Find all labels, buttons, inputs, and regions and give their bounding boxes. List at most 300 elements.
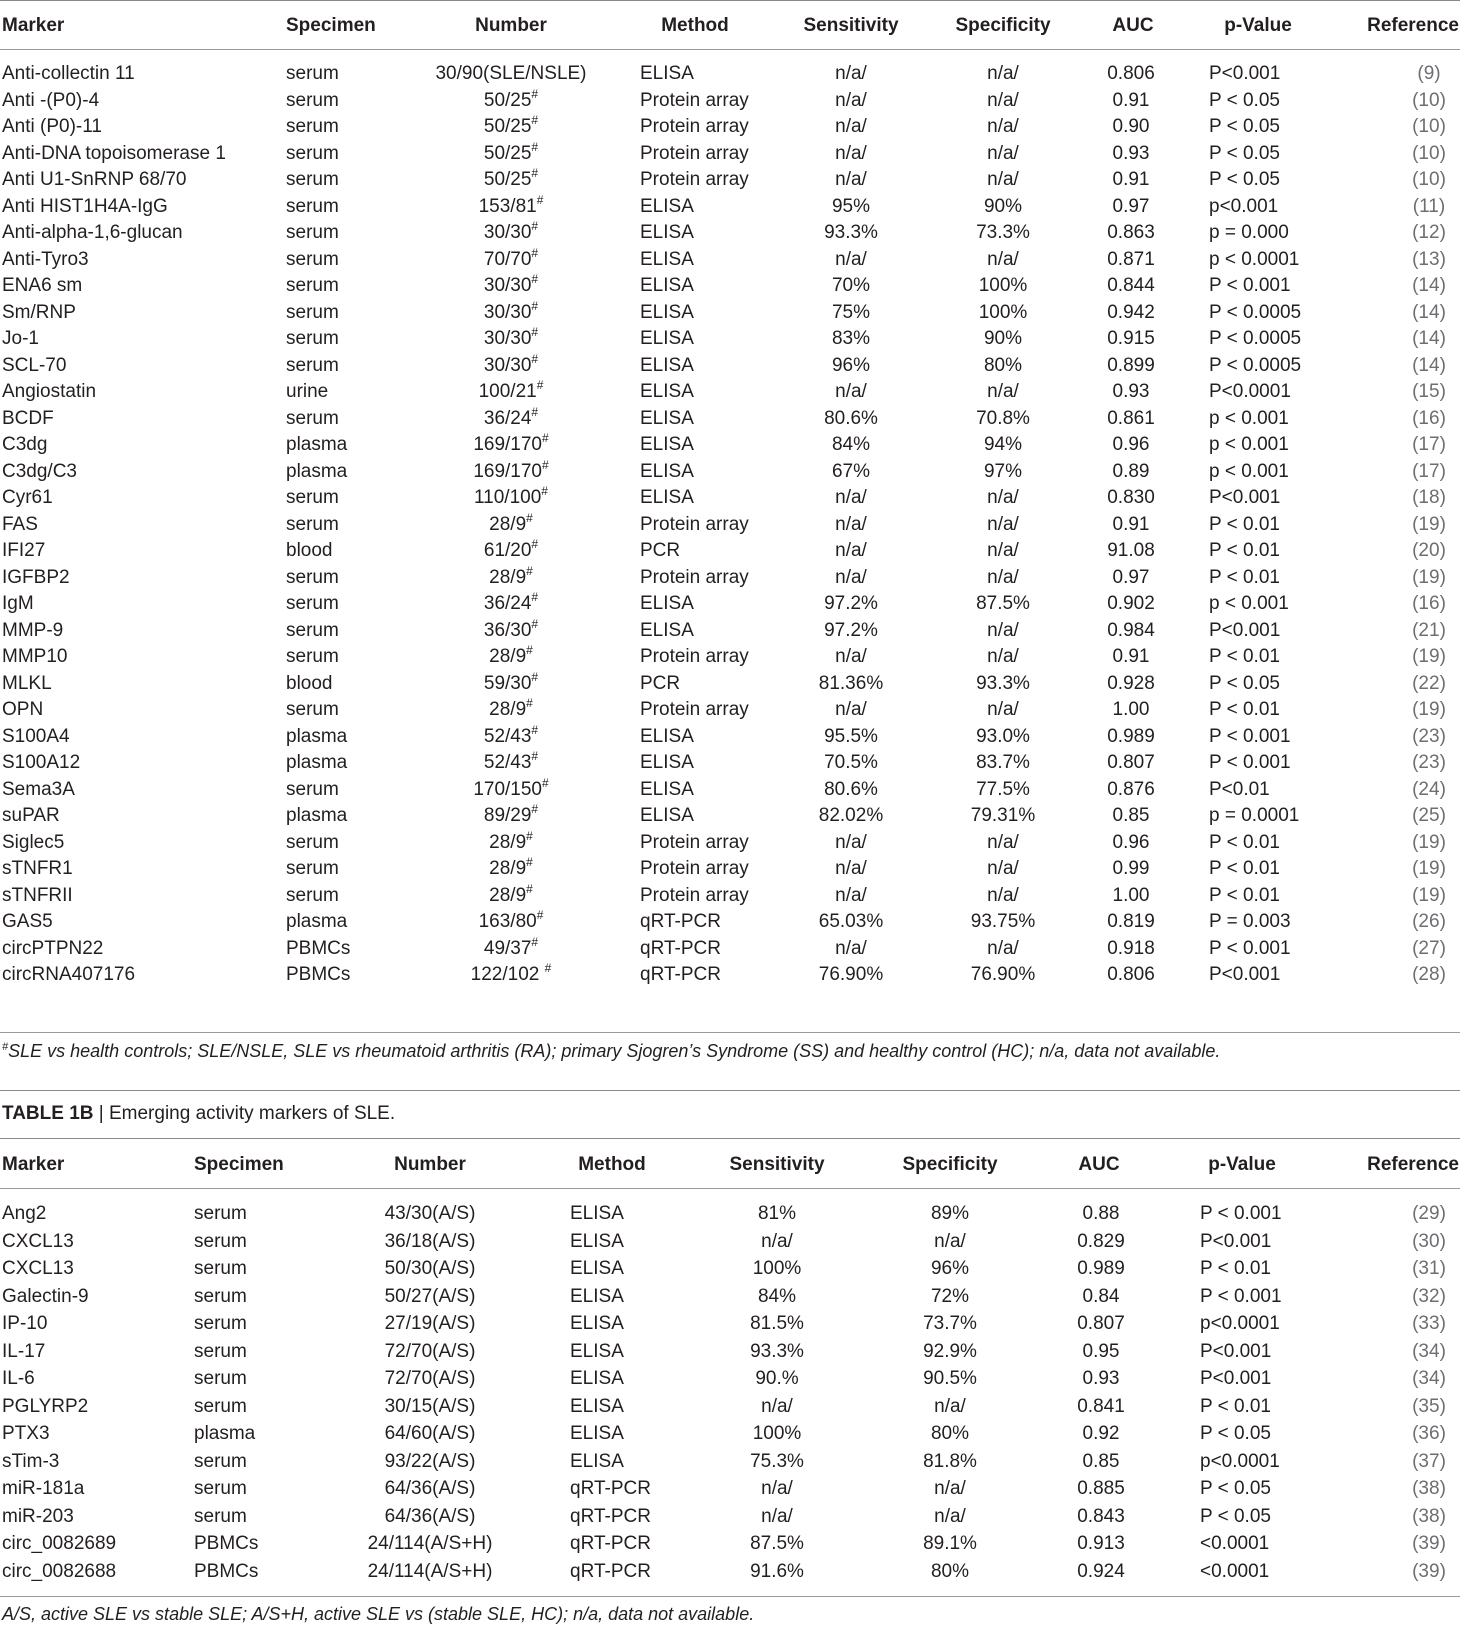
cell-auc [1107,961,1155,988]
cell-reference-text: (25) [1412,805,1446,826]
cell-reference [1412,458,1446,485]
cell-specimen [286,882,339,909]
cell-auc-text: 0.93 [1112,381,1150,402]
cell-auc [1113,802,1150,829]
cell-specificity-text: n/a/ [987,699,1019,720]
cell-number-text: 50/25 [483,142,532,164]
cell-auc [1077,1255,1125,1282]
cell-auc [1113,378,1150,405]
cell-method [640,802,694,829]
cell-specimen-text: serum [194,1313,247,1334]
cell-reference [1412,723,1446,750]
cell-sensitivity [824,405,878,432]
cell-marker [2,908,53,935]
cell-marker-text: sTNFRII [2,884,73,906]
cell-sensitivity [753,1255,802,1282]
cell-specificity-text: n/a/ [987,142,1019,164]
cell-marker-text: CXCL13 [2,1258,74,1279]
table-row [0,1255,1460,1282]
cell-sensitivity-text: 96% [831,354,871,376]
cell-method-text: ELISA [640,381,694,402]
table-row [0,431,1460,458]
cell-marker-text: Anti-Tyro3 [2,248,89,270]
cell-reference-text: (31) [1412,1258,1446,1279]
cell-sensitivity [753,1420,802,1447]
cell-marker-text: S100A4 [2,725,70,747]
cell-number [484,166,538,193]
cell-number-text: 43/30(A/S) [384,1203,476,1224]
cell-specificity [987,113,1019,140]
cell-auc [1107,670,1155,697]
cell-specimen-text: serum [194,1395,247,1417]
cell-method-text: ELISA [640,460,694,482]
cell-reference [1412,1475,1446,1502]
cell-p-value-text: P < 0.05 [1209,672,1280,694]
cell-sensitivity-text: n/a/ [835,248,867,270]
cell-method-text: ELISA [640,752,694,773]
cell-specimen-text: serum [286,354,339,376]
cell-sensitivity-text: 100% [752,1258,802,1279]
cell-specimen-text: serum [286,646,339,667]
cell-method-text: ELISA [640,619,694,641]
col-header-sensitivity: Sensitivity [803,15,899,36]
cell-sensitivity-text: n/a/ [835,937,867,959]
table-row [0,855,1460,882]
table-row [0,670,1460,697]
cell-number-text: 30/90(SLE/NSLE) [435,63,587,84]
table-row [0,537,1460,564]
cell-p-value [1209,299,1301,326]
cell-sensitivity-text: 70% [831,275,871,296]
cell-p-value-text: P < 0.01 [1209,513,1280,535]
cell-reference-text: (26) [1412,911,1446,932]
cell-method-text: ELISA [570,1285,624,1307]
cell-sensitivity-text: 95% [831,195,871,217]
cell-method-text: Protein array [640,513,749,535]
cell-auc [1113,564,1150,591]
cell-auc-text: 1.00 [1112,884,1150,906]
cell-method [640,60,694,87]
cell-specificity [931,1200,969,1227]
cell-marker-text: Sm/RNP [2,301,76,323]
cell-reference-text: (17) [1412,460,1446,482]
cell-specificity [984,458,1022,485]
cell-method-text: Protein array [640,169,749,190]
footnote-mark: # [531,166,539,180]
cell-p-value-text: P < 0.01 [1209,566,1280,588]
cell-number [484,272,538,299]
cell-specimen-text: blood [286,540,333,561]
cell-reference [1412,1228,1446,1255]
cell-sensitivity-text: n/a/ [835,142,867,164]
cell-method [570,1255,624,1282]
cell-specificity-text: 90% [983,328,1023,349]
cell-marker [2,431,47,458]
cell-reference-text: (30) [1412,1230,1446,1252]
cell-marker-text: Anti-collectin 11 [2,63,135,84]
cell-marker [2,60,135,87]
table-row [0,219,1460,246]
table-row [0,829,1460,856]
cell-number-text: 36/24 [483,407,532,429]
cell-number [385,1420,476,1447]
cell-marker [2,511,38,538]
cell-number [489,511,533,538]
cell-auc-text: 0.819 [1107,911,1155,932]
cell-auc [1077,1310,1125,1337]
footnote-mark: # [526,563,533,578]
cell-marker [2,749,80,776]
cell-method [640,643,749,670]
cell-marker [2,1393,88,1420]
cell-method [640,352,694,379]
cell-auc-text: 0.843 [1077,1505,1125,1527]
cell-specimen-text: serum [194,1340,247,1362]
cell-auc [1113,696,1150,723]
cell-method [570,1530,651,1557]
cell-marker-text: IGFBP2 [2,566,70,588]
cell-auc-text: 0.841 [1077,1395,1125,1417]
cell-method [640,564,749,591]
cell-marker [2,87,99,114]
cell-method [570,1228,624,1255]
cell-marker [2,272,82,299]
cell-auc [1113,882,1150,909]
cell-specificity-text: n/a/ [987,831,1019,853]
cell-specificity [984,325,1022,352]
cell-auc [1107,299,1155,326]
cell-number [484,537,538,564]
cell-sensitivity [761,1228,793,1255]
cell-auc-text: 0.863 [1107,222,1155,243]
cell-marker-text: GAS5 [2,911,53,932]
cell-number-text: 30/30 [483,354,532,376]
cell-method [640,511,749,538]
cell-auc-text: 0.942 [1107,301,1155,323]
cell-marker [2,1475,84,1502]
cell-p-value [1209,378,1291,405]
table-row [0,1530,1460,1557]
col-header-p-value: p-Value [1224,15,1292,36]
footnote-mark: # [531,139,539,154]
cell-sensitivity-text: n/a/ [835,381,867,402]
cell-auc-text: 0.924 [1077,1560,1125,1582]
cell-marker [2,537,45,564]
cell-reference [1412,1338,1446,1365]
cell-specificity [923,1310,977,1337]
cell-p-value [1209,219,1289,246]
cell-specificity-text: n/a/ [987,513,1019,535]
cell-p-value [1200,1503,1271,1530]
cell-p-value [1209,431,1289,458]
cell-number-text: 30/30 [483,275,532,296]
cell-auc-text: 0.989 [1077,1258,1125,1279]
cell-method-text: qRT-PCR [640,911,721,932]
cell-p-value [1200,1475,1271,1502]
cell-sensitivity-text: 80.6% [824,407,878,429]
cell-specificity [931,1420,969,1447]
cell-auc [1083,1200,1120,1227]
cell-auc [1113,166,1150,193]
cell-sensitivity-text: 84% [831,434,871,455]
table-row [0,113,1460,140]
cell-method-text: Protein array [640,566,749,588]
cell-specificity-text: 77.5% [976,778,1030,800]
cell-specificity-text: n/a/ [987,566,1019,588]
cell-reference [1412,670,1446,697]
cell-method-text: ELISA [640,407,694,429]
cell-specificity [976,219,1030,246]
cell-marker-text: IP-10 [2,1313,48,1334]
footnote-mark: # [526,828,533,843]
cell-number-text: 50/25 [483,169,532,190]
cell-auc [1107,935,1155,962]
cell-p-value-text: <0.0001 [1200,1533,1270,1554]
cell-marker-text: sTNFR1 [2,858,73,879]
cell-auc [1083,1283,1120,1310]
cell-specimen [286,829,339,856]
cell-specificity-text: 87.5% [976,593,1030,614]
cell-auc [1107,749,1155,776]
cell-marker [2,590,34,617]
cell-specificity-text: n/a/ [987,63,1019,84]
cell-auc [1107,60,1155,87]
table-row [0,1393,1460,1420]
table-row [0,961,1460,988]
cell-specificity [976,590,1030,617]
cell-number-text: 28/9 [489,831,527,853]
table-row [0,352,1460,379]
cell-marker [2,617,63,644]
cell-sensitivity [835,935,867,962]
cell-marker-text: suPAR [2,805,60,826]
cell-specimen [286,670,333,697]
cell-p-value-text: P < 0.01 [1209,858,1280,879]
cell-p-value-text: p = 0.0001 [1209,805,1300,826]
cell-specificity-text: n/a/ [934,1230,966,1252]
cell-specimen [286,855,339,882]
cell-specificity-text: n/a/ [987,858,1019,879]
cell-number [473,431,548,458]
cell-auc-text: 0.871 [1107,248,1155,270]
cell-sensitivity-text: 81% [757,1203,797,1224]
cell-reference [1412,590,1446,617]
table-row [0,1448,1460,1475]
cell-p-value-text: P < 0.0005 [1209,328,1302,349]
cell-p-value-text: P < 0.001 [1200,1285,1282,1307]
cell-reference [1412,325,1446,352]
cell-specificity-text: 83.7% [976,752,1030,773]
cell-number [385,1365,476,1392]
cell-specimen-text: serum [286,195,339,217]
cell-reference-text: (19) [1412,884,1446,906]
cell-marker-text: miR-203 [2,1505,74,1527]
table-row [0,1558,1460,1585]
cell-specimen-text: plasma [286,725,348,747]
cell-auc [1107,246,1155,273]
cell-reference [1412,140,1446,167]
cell-p-value [1209,511,1280,538]
cell-method-text: ELISA [570,1203,624,1224]
cell-marker-text: Ang2 [2,1203,47,1224]
cell-reference [1412,935,1446,962]
cell-sensitivity-text: n/a/ [835,540,867,561]
cell-sensitivity [835,511,867,538]
cell-specimen [286,749,347,776]
cell-marker [2,378,96,405]
cell-specimen [194,1558,258,1585]
cell-sensitivity-text: n/a/ [761,1230,793,1252]
cell-specimen [286,564,339,591]
table-row [0,458,1460,485]
cell-marker [2,855,73,882]
cell-p-value [1209,246,1299,273]
cell-method-text: ELISA [640,275,694,296]
table-row [0,1503,1460,1530]
cell-method-text: ELISA [570,1368,624,1389]
cell-p-value [1209,855,1280,882]
cell-auc [1113,855,1150,882]
cell-number-text: 24/114(A/S+H) [367,1560,493,1582]
cell-sensitivity [750,1558,804,1585]
cell-specimen-text: serum [194,1203,247,1224]
cell-sensitivity-text: 82.02% [818,805,884,826]
cell-specimen-text: serum [286,858,339,879]
cell-specimen [194,1283,247,1310]
cell-p-value-text: P<0.001 [1209,619,1281,641]
footnote-mark: # [531,245,539,260]
cell-specimen [286,325,339,352]
cell-specificity [987,166,1019,193]
cell-method-text: Protein array [640,699,749,720]
cell-method [640,405,694,432]
col-header-auc: AUC [1112,15,1154,36]
cell-number [484,299,538,326]
cell-method [640,590,694,617]
cell-p-value-text: p < 0.001 [1209,407,1289,429]
cell-specificity-text: 90% [983,195,1023,217]
table-row [0,299,1460,326]
cell-p-value [1200,1200,1282,1227]
cell-specimen [286,643,339,670]
cell-sensitivity [832,458,870,485]
cell-specificity-text: n/a/ [987,248,1019,270]
table-row [0,590,1460,617]
table-row [0,1200,1460,1227]
cell-number-text: 170/150 [473,778,542,800]
cell-sensitivity-text: n/a/ [835,513,867,535]
cell-marker-text: Galectin-9 [2,1285,89,1307]
col-header-number: Number [475,15,547,36]
cell-reference-text: (34) [1412,1340,1446,1362]
cell-number [385,1393,476,1420]
footnote-mark: # [526,696,533,710]
cell-sensitivity [835,564,867,591]
cell-number [484,219,538,246]
cell-auc [1077,1530,1125,1557]
cell-reference [1412,166,1446,193]
cell-sensitivity [832,272,870,299]
cell-p-value-text: P < 0.05 [1200,1423,1271,1444]
cell-p-value-text: <0.0001 [1200,1560,1270,1582]
cell-number-text: 70/70 [483,248,532,270]
cell-sensitivity-text: 65.03% [818,911,884,932]
cell-reference [1412,829,1446,856]
cell-p-value-text: P<0.001 [1200,1230,1272,1252]
cell-number-text: 28/9 [489,566,527,588]
cell-p-value [1209,140,1280,167]
cell-number [385,1310,476,1337]
cell-p-value [1209,882,1280,909]
col-header-method: Method [578,1154,646,1175]
cell-number-text: 52/43 [483,752,532,773]
cell-number-text: 28/9 [489,513,527,535]
cell-auc-text: 0.830 [1107,487,1155,508]
cell-p-value-text: P < 0.01 [1200,1258,1271,1279]
cell-auc [1077,1475,1125,1502]
cell-reference [1417,60,1440,87]
cell-sensitivity [835,882,867,909]
cell-sensitivity [835,537,867,564]
cell-auc [1083,1420,1120,1447]
cell-specificity [976,776,1030,803]
cell-auc [1113,431,1150,458]
cell-sensitivity [835,140,867,167]
cell-p-value-text: P<0.001 [1209,63,1281,84]
footnote-mark: # [531,404,539,419]
cell-method-text: Protein array [640,142,749,164]
cell-specimen-text: urine [286,381,329,402]
cell-specificity-text: n/a/ [987,487,1019,508]
cell-specificity [987,643,1019,670]
cell-specimen-text: serum [286,169,339,190]
cell-p-value [1209,908,1291,935]
cell-p-value [1209,590,1289,617]
cell-method [640,272,694,299]
cell-sensitivity-text: 100% [752,1423,802,1444]
cell-auc-text: 0.918 [1107,937,1155,959]
cell-specimen [286,908,347,935]
cell-specificity [931,1558,969,1585]
cell-auc-text: 0.88 [1082,1203,1120,1224]
footnote-mark: # [531,351,539,366]
cell-specificity [987,935,1019,962]
table-row [0,405,1460,432]
cell-sensitivity-text: n/a/ [835,831,867,853]
cell-specificity [987,564,1019,591]
cell-method [640,113,749,140]
cell-method [640,219,694,246]
cell-reference [1413,193,1445,220]
cell-sensitivity-text: n/a/ [835,566,867,588]
cell-p-value [1209,352,1301,379]
cell-specificity [976,670,1030,697]
cell-number [479,908,544,935]
cell-auc-text: 0.876 [1107,778,1155,800]
cell-specificity [923,1448,977,1475]
cell-specificity [987,537,1019,564]
cell-auc-text: 0.899 [1107,354,1155,376]
cell-auc-text: 0.807 [1077,1313,1125,1334]
cell-method [640,378,694,405]
cell-specimen-text: serum [286,778,339,800]
cell-p-value [1209,749,1291,776]
cell-specificity [923,1338,977,1365]
cell-reference-text: (22) [1412,672,1446,694]
cell-specimen [286,431,347,458]
cell-marker-text: PGLYRP2 [2,1395,89,1417]
cell-marker [2,776,75,803]
